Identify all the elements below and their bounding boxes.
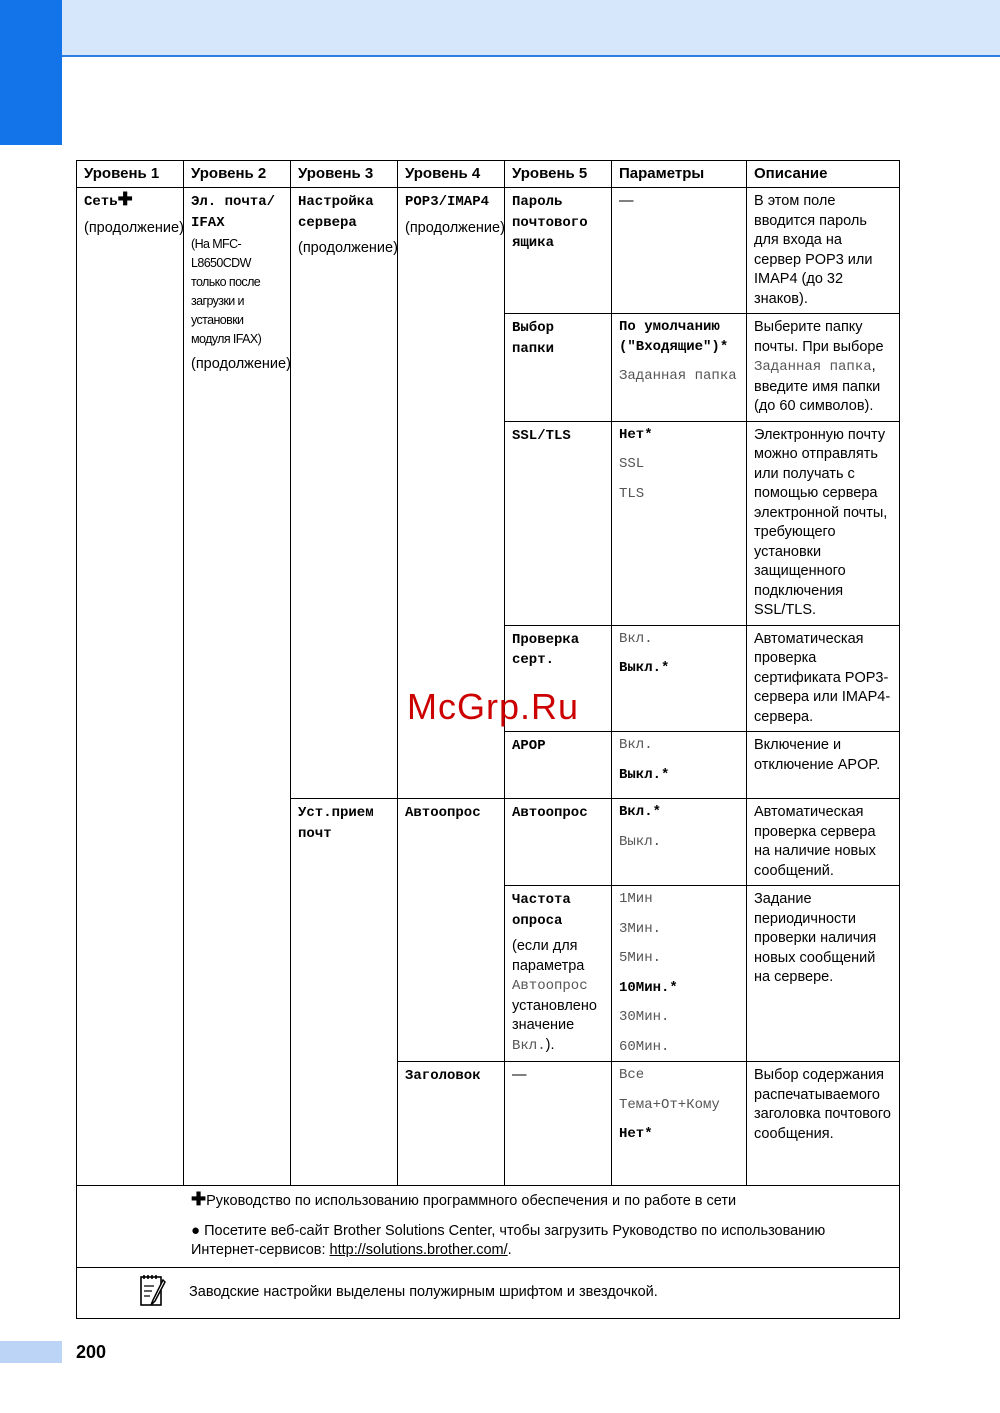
settings-table — [76, 160, 900, 1319]
param-freq-1: 1Мин — [619, 891, 653, 907]
chapter-tab — [0, 0, 62, 145]
param-freq-30: 30Мин. — [619, 1009, 670, 1025]
param-cert-on: Вкл. — [619, 630, 653, 647]
level4-autopoll-cell — [398, 799, 505, 1062]
header-band — [0, 0, 1000, 56]
param-apop-off: Выкл.* — [619, 766, 670, 783]
level3-receive-label: Уст.прием почт — [298, 805, 374, 842]
param-folder-custom: Заданная папка — [619, 368, 737, 384]
header-level1: Уровень 1 — [77, 161, 184, 188]
level4-pop3-label: POP3/IMAP4 — [405, 194, 490, 210]
solutions-link[interactable]: http://solutions.brother.com/ — [329, 1242, 508, 1258]
param-freq-60: 60Мин. — [619, 1038, 670, 1055]
level5-frequency: Частота опроса — [512, 892, 571, 929]
desc-folder-mono: Заданная папка — [754, 359, 872, 375]
desc-password: В этом поле вводится пароль для входа на сервер POP3 или IMAP4 (до 32 знаков). — [747, 188, 900, 314]
frequency-condition — [512, 937, 604, 1056]
page-tab — [0, 1341, 62, 1363]
footer-note-text: Заводские настройки выделены полужирным шрифтом и звездочкой. — [189, 1284, 658, 1300]
param-folder-default: По умолчанию ("Входящие")* — [619, 319, 729, 355]
level2-label: Эл. почта/ IFAX — [191, 194, 276, 231]
footer-line2-end: . — [507, 1242, 512, 1258]
freq-cond-mono2: Вкл. — [512, 1037, 546, 1054]
param-ssl-none: Нет* — [619, 426, 653, 443]
level5-password: Пароль почтового ящика — [512, 194, 588, 251]
table-header-row — [77, 161, 900, 188]
desc-apop: Включение и отключение APOP. — [747, 732, 900, 799]
header-level4: Уровень 4 — [398, 161, 505, 188]
level5-header: — — [512, 1067, 527, 1083]
param-password: — — [619, 193, 634, 209]
param-header-none: Нет* — [619, 1126, 653, 1142]
param-autopoll-off: Выкл. — [619, 833, 662, 850]
level4-autopoll-label: Автоопрос — [405, 805, 481, 821]
level4-pop3-cont: (продолжение) — [405, 219, 505, 236]
note-pencil-icon — [139, 1272, 167, 1315]
level1-cont: (продолжение) — [84, 219, 184, 236]
freq-cond-a: (если для параметра — [512, 938, 585, 974]
param-header-subject: Тема+От+Кому — [619, 1096, 720, 1113]
param-autopoll-on: Вкл.* — [619, 804, 662, 820]
desc-folder — [747, 314, 900, 422]
desc-ssl: Электронную почту можно отправлять или получать с помощью сервера электронной почты, требующего установки защищенного подключения SSL/TLS. — [747, 421, 900, 625]
level1-cell — [77, 188, 184, 1186]
desc-header: Выбор содержания распечатываемого заголовка почтового сообщения. — [747, 1062, 900, 1186]
footer-network-guide — [191, 1189, 892, 1212]
param-header-all: Все — [619, 1067, 645, 1083]
level1-label: Сеть — [84, 194, 118, 210]
level2-cont: (продолжение) — [191, 356, 291, 372]
level2-cell — [184, 188, 291, 1186]
param-freq-3: 3Мин. — [619, 920, 662, 937]
freq-cond-c: ). — [545, 1036, 555, 1053]
network-guide-icon: ✚ — [191, 1189, 207, 1209]
bullet-icon: ● — [191, 1221, 201, 1239]
level5-apop: APOP — [512, 738, 546, 754]
param-ssl-tls: TLS — [619, 485, 645, 502]
header-level3: Уровень 3 — [291, 161, 398, 188]
level3-server-cont: (продолжение) — [298, 240, 398, 256]
param-freq-5: 5Мин. — [619, 950, 662, 966]
desc-folder-b: , введите имя папки (до 60 символов). — [754, 358, 881, 414]
watermark: McGrp.Ru — [407, 686, 580, 727]
level3-receive-cell — [291, 799, 398, 1186]
desc-cert: Автоматическая проверка сертификата POP3-сервера или IMAP4-сервера. — [747, 625, 900, 732]
footer-solutions-center — [191, 1221, 892, 1261]
header-rule — [62, 55, 1000, 57]
level5-cert: Проверка серт. — [512, 631, 580, 668]
desc-autopoll: Автоматическая проверка сервера на наличие новых сообщений. — [747, 799, 900, 886]
header-description: Описание — [747, 161, 900, 188]
footer-line1: Руководство по использованию программного обеспечения и по работе в сети — [206, 1193, 737, 1209]
freq-cond-mono: Автоопрос — [512, 978, 588, 994]
footer-notes-row — [77, 1186, 900, 1268]
network-guide-icon: ✚ — [117, 189, 133, 209]
param-cert-off: Выкл.* — [619, 660, 670, 676]
header-level2: Уровень 2 — [184, 161, 291, 188]
freq-cond-b: установлено значение — [512, 997, 597, 1033]
level5-folder: Выбор папки — [512, 320, 555, 357]
level4-header-cell — [398, 1062, 505, 1186]
param-ssl-ssl: SSL — [619, 456, 645, 472]
level2-note: (На MFC-L8650CDW только после загрузки и установки модуля IFAX) — [191, 237, 262, 346]
header-params: Параметры — [612, 161, 747, 188]
param-apop-on: Вкл. — [619, 737, 653, 753]
level3-server-cell — [291, 188, 398, 799]
footer-note-row — [77, 1267, 900, 1319]
level5-ssl: SSL/TLS — [512, 427, 571, 444]
level3-server-label: Настройка сервера — [298, 194, 374, 231]
desc-frequency: Задание периодичности проверки наличия новых сообщений на сервере. — [747, 886, 900, 1062]
header-level5: Уровень 5 — [505, 161, 612, 188]
table-row — [77, 188, 900, 314]
page-number: 200 — [76, 1342, 107, 1362]
level4-header-label: Заголовок — [405, 1068, 481, 1084]
footer-line2: Посетите веб-сайт Brother Solutions Center, чтобы загрузить Руководство по использованию Интернет-сервисов: — [191, 1222, 826, 1258]
param-freq-10: 10Мин.* — [619, 979, 678, 996]
desc-folder-a: Выберите папку почты. При выборе — [754, 319, 884, 355]
level5-autopoll: Автоопрос — [512, 805, 588, 821]
